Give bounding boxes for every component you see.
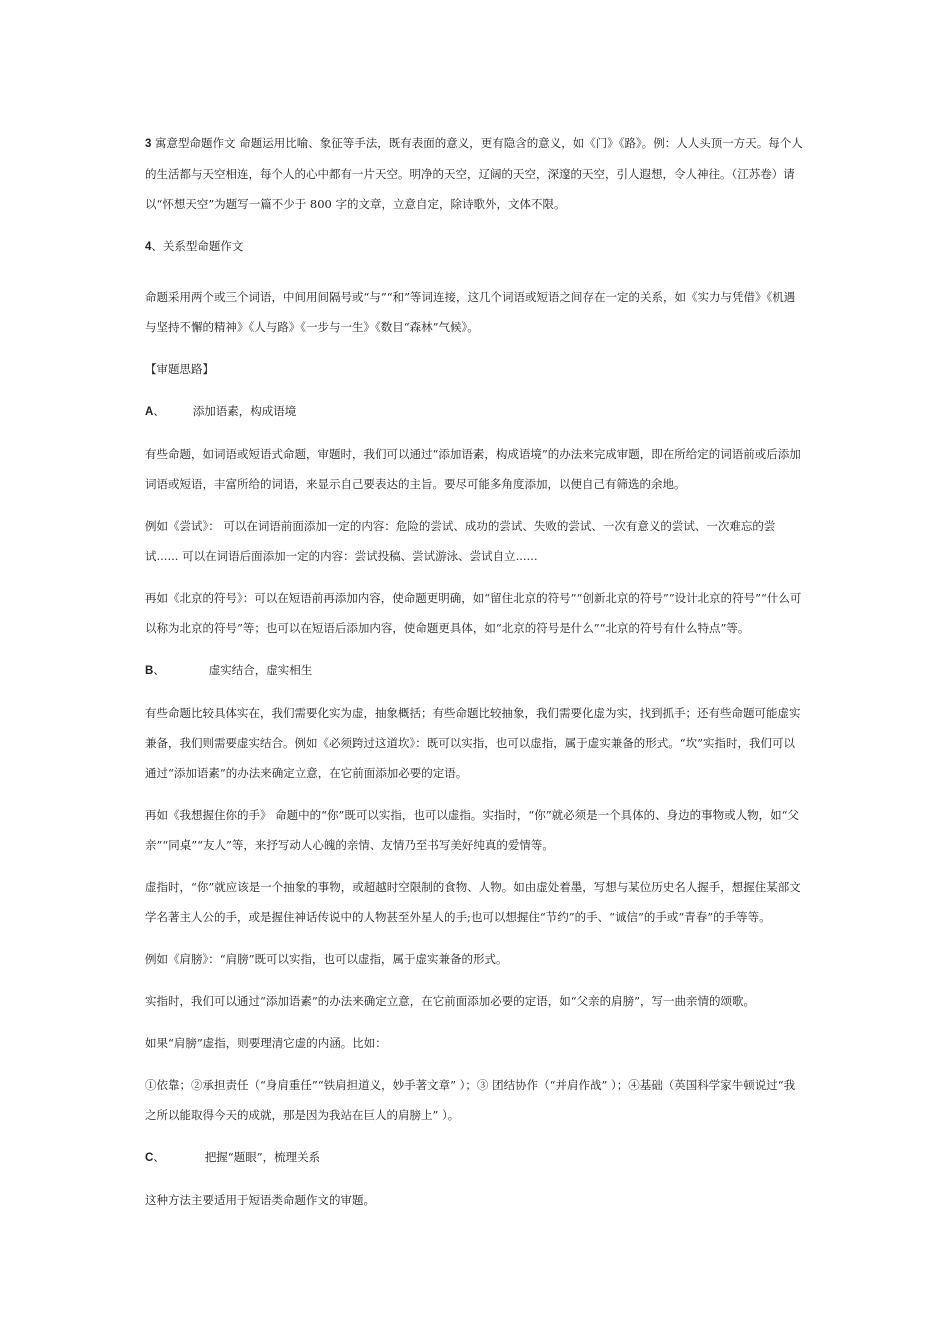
paragraph-b5: 实指时，我们可以通过“添加语素”的办法来确定立意，在它前面添加必要的定语，如“父亲的肩膀”，写一曲亲情的颂歌。 bbox=[145, 994, 756, 1008]
section-title: 【审题思路】 bbox=[145, 362, 214, 376]
paragraph-b7: ①依靠；②承担责任（“身肩重任”“铁肩担道义，妙手著文章” ）；③ 团结协作（“并肩作战” ）；④基础（英国科学家牛顿说过“我之所以能取得今天的成就，那是因为我站在巨人的肩膀上” ）。 bbox=[145, 1078, 796, 1122]
paragraph-b6: 如果“肩膀”虚指，则要理清它虚的内涵。比如： bbox=[145, 1036, 387, 1050]
heading-type-4 bbox=[145, 231, 805, 262]
heading-letter: B bbox=[145, 665, 154, 677]
paragraph-a3: 再如《北京的符号》：可以在短语前再添加内容，使命题更明确，如“留住北京的符号”“创新北京的符号”“设计北京的符号”“什么可以称为北京的符号”等；也可以在短语后添加内容，使命题更具体，如“北京的符号是什么”“北京的符号有什么特点”等。 bbox=[145, 591, 802, 635]
heading-text: 虚实结合，虚实相生 bbox=[208, 663, 313, 677]
item-number: 4 bbox=[145, 241, 152, 253]
heading-sep: 、 bbox=[153, 404, 165, 418]
heading-b bbox=[145, 655, 805, 686]
paragraph-b4: 例如《肩膀》：“肩膀”既可以实指，也可以虚指，属于虚实兼备的形式。 bbox=[145, 952, 508, 966]
paragraph-b1: 有些命题比较具体实在，我们需要化实为虚，抽象概括；有些命题比较抽象，我们需要化虚为实，找到抓手；还有些命题可能虚实兼备，我们则需要虚实结合。例如《必须跨过这道坎》：既可以实指，也可以虚指，属于虚实兼备的形式。“坎”实指时，我们可以通过“添加语素”的办法来确定立意，在它前面添加必要的定语。 bbox=[145, 706, 801, 780]
heading-letter: A bbox=[145, 406, 154, 418]
paragraph-a1: 有些命题，如词语或短语式命题，审题时，我们可以通过“添加语素，构成语境”的办法来完成审题，即在所给定的词语前或后添加词语或短语，丰富所给的词语，来显示自己要表达的主旨。要尽可能多角度添加，以便自己有筛选的余地。 bbox=[145, 447, 801, 491]
paragraph-c1: 这种方法主要适用于短语类命题作文的审题。 bbox=[145, 1193, 375, 1207]
paragraph-relation-type: 命题采用两个或三个词语，中间用间隔号或“与”“和”等词连接，这几个词语或短语之间存在一定的关系，如《实力与凭借》《机遇与坚持不懈的精神》《人与路》《一步与一生》《数目“森林”气候》。 bbox=[145, 290, 796, 334]
paragraph-a2: 例如《尝试》： 可以在词语前面添加一定的内容：危险的尝试、成功的尝试、失败的尝试、一次有意义的尝试、一次难忘的尝试...... 可以在词语后面添加一定的内容：尝试投稿、尝试游泳、尝试自立...... bbox=[145, 519, 776, 563]
heading-letter: C bbox=[145, 1152, 154, 1164]
paragraph-text: 寓意型命题作文 命题运用比喻、象征等手法，既有表面的意义，更有隐含的意义，如《门》《路》。例：人人头顶一方天。每个人的生活都与天空相连，每个人的心中都有一片天空。明净的天空，辽阔的天空，深邃的天空，引人遐想，令人神往。（江苏卷）请以“怀想天空”为题写一篇不少于 800 字的文章，立意自定，除诗歌外，文体不限。 bbox=[145, 136, 803, 211]
heading-text: 把握“题眼”，梳理关系 bbox=[204, 1150, 321, 1164]
item-number: 3 bbox=[145, 138, 152, 150]
heading-sep: 、 bbox=[153, 663, 165, 677]
heading-a bbox=[145, 396, 805, 427]
heading-text: 、关系型命题作文 bbox=[151, 239, 244, 253]
heading-text: 添加语素，构成语境 bbox=[192, 404, 297, 418]
heading-c bbox=[145, 1142, 805, 1173]
paragraph-b2: 再如《我想握住你的手》 命题中的“你”既可以实指，也可以虚指。实指时，“你”就必须是一个具体的、身边的事物或人物，如“父亲”“同桌”“友人”等，来抒写动人心魄的亲情、友情乃至书写美好纯真的爱情等。 bbox=[145, 808, 800, 852]
paragraph-b3: 虚指时，“你”就应该是一个抽象的事物，或超越时空限制的食物、人物。如由虚处着墨，写想与某位历史名人握手，想握住某部文学名著主人公的手，或是握住神话传说中的人物甚至外星人的手;也可以想握住“节约”的手、“诚信”的手或“青春”的手等等。 bbox=[145, 880, 801, 924]
paragraph-type-3 bbox=[145, 128, 805, 219]
document-body bbox=[145, 128, 805, 1215]
heading-sep: 、 bbox=[153, 1150, 165, 1164]
